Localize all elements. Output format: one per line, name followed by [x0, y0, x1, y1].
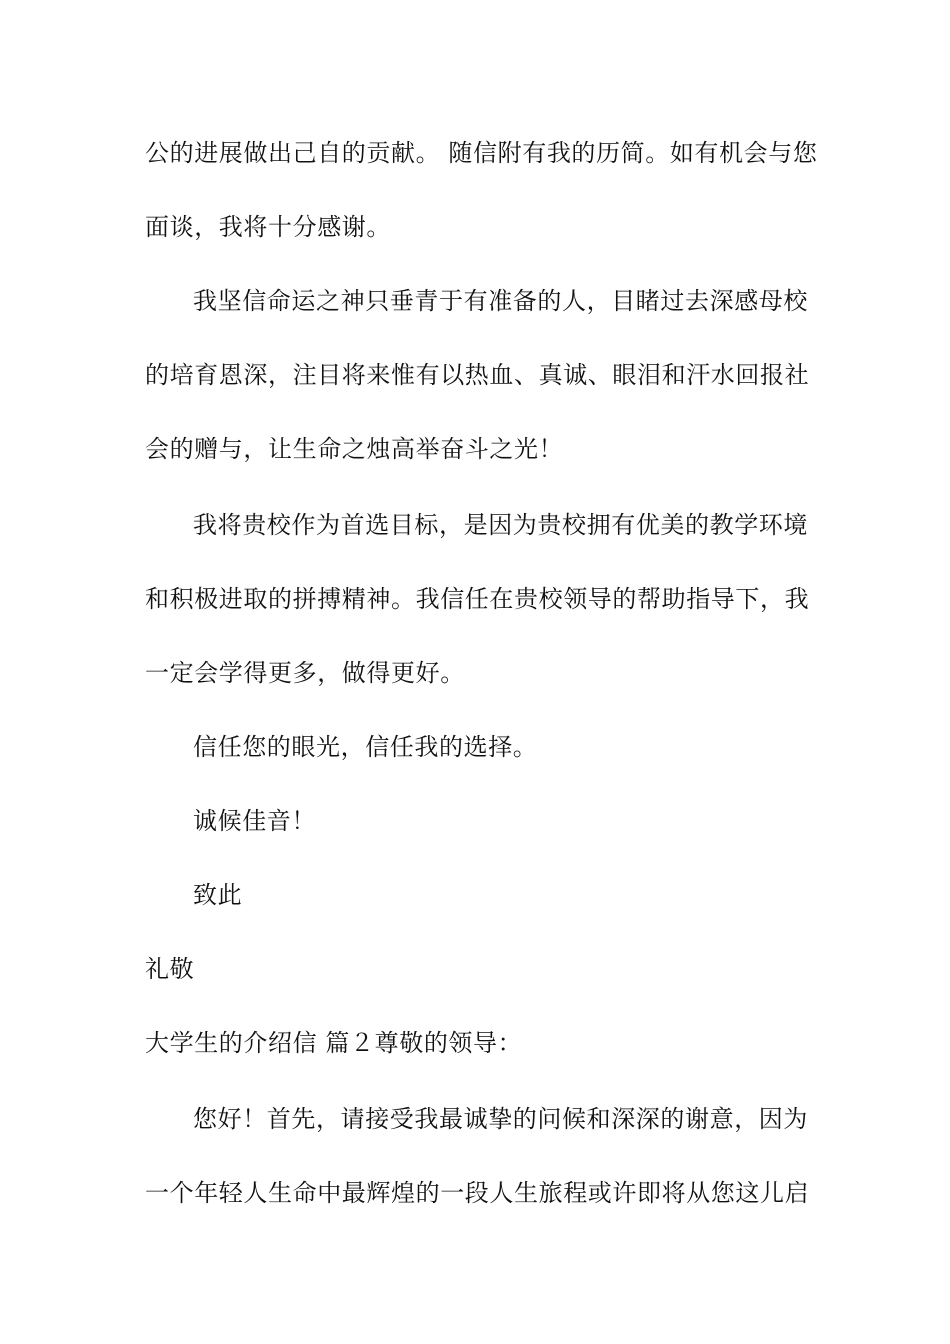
closing-line: 礼敬 [145, 955, 195, 983]
paragraph-line: 一个年轻人生命中最辉煌的一段人生旅程或许即将从您这儿启 [145, 1179, 810, 1207]
paragraph-line: 诚候佳音！ [193, 807, 316, 835]
paragraph-line: 会的赠与，让生命之烛高举奋斗之光！ [145, 435, 564, 463]
paragraph-line: 的培育恩深，注目将来惟有以热血、真诚、眼泪和汗水回报社 [145, 361, 810, 389]
paragraph-line: 一定会学得更多，做得更好。 [145, 659, 465, 687]
paragraph-line: 您好！首先，请接受我最诚挚的问候和深深的谢意，因为 [193, 1105, 808, 1133]
paragraph-line: 我将贵校作为首选目标，是因为贵校拥有优美的教学环境 [193, 511, 808, 539]
paragraph-line: 信任您的眼光，信任我的选择。 [193, 733, 538, 761]
paragraph-line: 公的进展做出己自的贡献。 随信附有我的历简。如有机会与您 [145, 139, 818, 167]
paragraph-line: 和积极进取的拼搏精神。我信任在贵校领导的帮助指导下，我 [145, 585, 810, 613]
section-heading: 大学生的介绍信 篇２尊敬的领导： [145, 1029, 523, 1057]
paragraph-line: 面谈，我将十分感谢。 [145, 213, 391, 241]
closing-line: 致此 [193, 881, 243, 909]
paragraph-line: 我坚信命运之神只垂青于有准备的人，目睹过去深感母校 [193, 287, 808, 315]
